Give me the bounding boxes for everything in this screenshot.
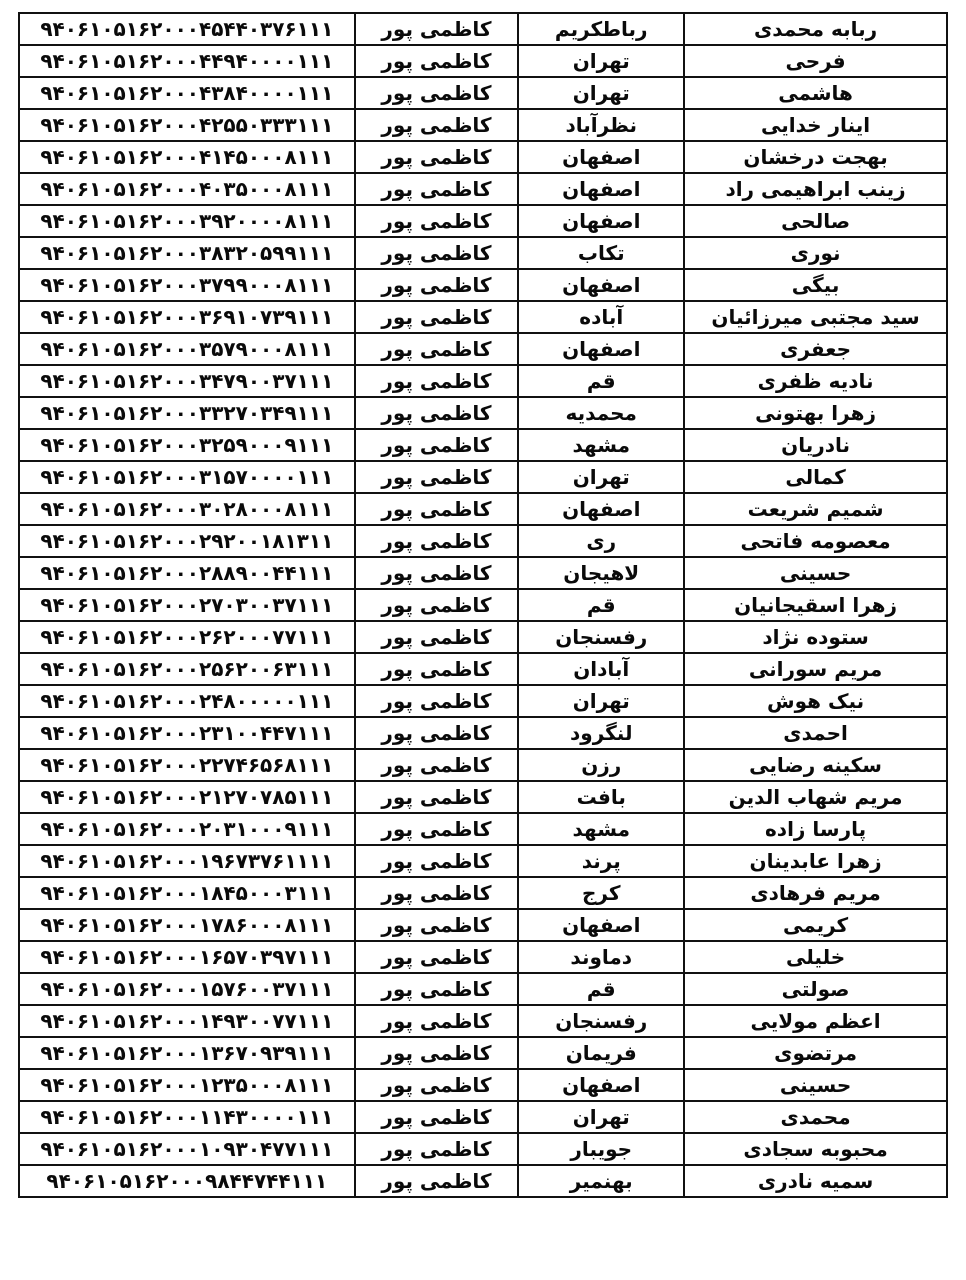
- city-cell: اصفهان: [518, 141, 684, 173]
- table-row: [19, 621, 947, 653]
- table-row: [19, 365, 947, 397]
- tracking-code-cell: ۹۴۰۶۱۰۵۱۶۲۰۰۰۳۵۷۹۰۰۰۸۱۱۱: [19, 333, 355, 365]
- person-name-cell: هاشمی: [684, 77, 947, 109]
- city-cell: اصفهان: [518, 1069, 684, 1101]
- table-row: [19, 493, 947, 525]
- person-name-cell: حسینی: [684, 557, 947, 589]
- table-row: [19, 781, 947, 813]
- city-cell: رباطکریم: [518, 13, 684, 45]
- tracking-code-cell: ۹۴۰۶۱۰۵۱۶۲۰۰۰۱۴۹۳۰۰۷۷۱۱۱: [19, 1005, 355, 1037]
- city-cell: بهنمیر: [518, 1165, 684, 1197]
- tracking-code-cell: ۹۴۰۶۱۰۵۱۶۲۰۰۰۲۹۲۰۰۱۸۱۳۱۱: [19, 525, 355, 557]
- city-cell: اصفهان: [518, 269, 684, 301]
- family-name-cell: کاظمی پور: [355, 1165, 519, 1197]
- family-name-cell: کاظمی پور: [355, 269, 519, 301]
- tracking-code-cell: ۹۴۰۶۱۰۵۱۶۲۰۰۰۳۳۲۷۰۳۴۹۱۱۱: [19, 397, 355, 429]
- city-cell: اصفهان: [518, 205, 684, 237]
- table-row: [19, 1069, 947, 1101]
- tracking-code-cell: ۹۴۰۶۱۰۵۱۶۲۰۰۰۲۵۶۲۰۰۶۳۱۱۱: [19, 653, 355, 685]
- tracking-code-cell: ۹۴۰۶۱۰۵۱۶۲۰۰۰۳۲۵۹۰۰۰۹۱۱۱: [19, 429, 355, 461]
- table-row: [19, 717, 947, 749]
- person-name-cell: شمیم شریعت: [684, 493, 947, 525]
- table-row: [19, 237, 947, 269]
- family-name-cell: کاظمی پور: [355, 365, 519, 397]
- family-name-cell: کاظمی پور: [355, 397, 519, 429]
- family-name-cell: کاظمی پور: [355, 1101, 519, 1133]
- tracking-code-cell: ۹۴۰۶۱۰۵۱۶۲۰۰۰۱۸۴۵۰۰۰۳۱۱۱: [19, 877, 355, 909]
- person-name-cell: پارسا زاده: [684, 813, 947, 845]
- tracking-code-cell: ۹۴۰۶۱۰۵۱۶۲۰۰۰۳۹۲۰۰۰۰۸۱۱۱: [19, 205, 355, 237]
- person-name-cell: سمیه نادری: [684, 1165, 947, 1197]
- family-name-cell: کاظمی پور: [355, 429, 519, 461]
- tracking-code-cell: ۹۴۰۶۱۰۵۱۶۲۰۰۰۴۵۴۴۰۳۷۶۱۱۱: [19, 13, 355, 45]
- table-row: [19, 813, 947, 845]
- family-name-cell: کاظمی پور: [355, 109, 519, 141]
- table-row: [19, 333, 947, 365]
- tracking-code-cell: ۹۴۰۶۱۰۵۱۶۲۰۰۰۱۷۸۶۰۰۰۸۱۱۱: [19, 909, 355, 941]
- tracking-code-cell: ۹۴۰۶۱۰۵۱۶۲۰۰۰۲۷۰۳۰۰۳۷۱۱۱: [19, 589, 355, 621]
- family-name-cell: کاظمی پور: [355, 333, 519, 365]
- tracking-code-cell: ۹۴۰۶۱۰۵۱۶۲۰۰۰۴۴۹۴۰۰۰۰۱۱۱: [19, 45, 355, 77]
- family-name-cell: کاظمی پور: [355, 717, 519, 749]
- person-name-cell: بیگی: [684, 269, 947, 301]
- person-name-cell: معصومه فاتحی: [684, 525, 947, 557]
- table-row: [19, 461, 947, 493]
- table-row: [19, 269, 947, 301]
- city-cell: قم: [518, 589, 684, 621]
- family-name-cell: کاظمی پور: [355, 653, 519, 685]
- city-cell: رزن: [518, 749, 684, 781]
- table-row: [19, 557, 947, 589]
- person-name-cell: زهرا عابدینان: [684, 845, 947, 877]
- person-name-cell: سید مجتبی میرزائیان: [684, 301, 947, 333]
- city-cell: جویبار: [518, 1133, 684, 1165]
- tracking-code-cell: ۹۴۰۶۱۰۵۱۶۲۰۰۰۱۶۵۷۰۳۹۷۱۱۱: [19, 941, 355, 973]
- records-table-body: [19, 13, 947, 1197]
- family-name-cell: کاظمی پور: [355, 749, 519, 781]
- tracking-code-cell: ۹۴۰۶۱۰۵۱۶۲۰۰۰۳۷۹۹۰۰۰۸۱۱۱: [19, 269, 355, 301]
- tracking-code-cell: ۹۴۰۶۱۰۵۱۶۲۰۰۰۱۱۴۳۰۰۰۰۱۱۱: [19, 1101, 355, 1133]
- person-name-cell: خلیلی: [684, 941, 947, 973]
- city-cell: اصفهان: [518, 173, 684, 205]
- city-cell: تهران: [518, 45, 684, 77]
- table-row: [19, 13, 947, 45]
- city-cell: پرند: [518, 845, 684, 877]
- city-cell: محمدیه: [518, 397, 684, 429]
- tracking-code-cell: ۹۴۰۶۱۰۵۱۶۲۰۰۰۴۳۸۴۰۰۰۰۱۱۱: [19, 77, 355, 109]
- family-name-cell: کاظمی پور: [355, 813, 519, 845]
- family-name-cell: کاظمی پور: [355, 77, 519, 109]
- family-name-cell: کاظمی پور: [355, 301, 519, 333]
- city-cell: نظرآباد: [518, 109, 684, 141]
- city-cell: تهران: [518, 1101, 684, 1133]
- table-row: [19, 301, 947, 333]
- family-name-cell: کاظمی پور: [355, 1133, 519, 1165]
- city-cell: لنگرود: [518, 717, 684, 749]
- table-row: [19, 397, 947, 429]
- table-row: [19, 749, 947, 781]
- table-row: [19, 205, 947, 237]
- table-row: [19, 77, 947, 109]
- person-name-cell: فرحی: [684, 45, 947, 77]
- person-name-cell: زهرا اسقیجانیان: [684, 589, 947, 621]
- tracking-code-cell: ۹۴۰۶۱۰۵۱۶۲۰۰۰۲۰۳۱۰۰۰۹۱۱۱: [19, 813, 355, 845]
- family-name-cell: کاظمی پور: [355, 1005, 519, 1037]
- table-row: [19, 525, 947, 557]
- city-cell: قم: [518, 365, 684, 397]
- tracking-code-cell: ۹۴۰۶۱۰۵۱۶۲۰۰۰۲۲۷۴۶۵۶۸۱۱۱: [19, 749, 355, 781]
- person-name-cell: کمالی: [684, 461, 947, 493]
- family-name-cell: کاظمی پور: [355, 941, 519, 973]
- city-cell: ری: [518, 525, 684, 557]
- city-cell: رفسنجان: [518, 1005, 684, 1037]
- tracking-code-cell: ۹۴۰۶۱۰۵۱۶۲۰۰۰۳۱۵۷۰۰۰۰۱۱۱: [19, 461, 355, 493]
- person-name-cell: کریمی: [684, 909, 947, 941]
- family-name-cell: کاظمی پور: [355, 237, 519, 269]
- table-row: [19, 877, 947, 909]
- family-name-cell: کاظمی پور: [355, 205, 519, 237]
- person-name-cell: زینب ابراهیمی راد: [684, 173, 947, 205]
- records-table: [18, 12, 948, 1198]
- family-name-cell: کاظمی پور: [355, 141, 519, 173]
- city-cell: اصفهان: [518, 333, 684, 365]
- person-name-cell: اینار خدایی: [684, 109, 947, 141]
- family-name-cell: کاظمی پور: [355, 781, 519, 813]
- city-cell: آبادان: [518, 653, 684, 685]
- person-name-cell: ستوده نژاد: [684, 621, 947, 653]
- tracking-code-cell: ۹۴۰۶۱۰۵۱۶۲۰۰۰۲۸۸۹۰۰۴۴۱۱۱: [19, 557, 355, 589]
- person-name-cell: مرتضوی: [684, 1037, 947, 1069]
- city-cell: بافت: [518, 781, 684, 813]
- person-name-cell: نادریان: [684, 429, 947, 461]
- family-name-cell: کاظمی پور: [355, 1069, 519, 1101]
- family-name-cell: کاظمی پور: [355, 877, 519, 909]
- table-row: [19, 45, 947, 77]
- document-sheet: [18, 12, 948, 1198]
- person-name-cell: صالحی: [684, 205, 947, 237]
- tracking-code-cell: ۹۴۰۶۱۰۵۱۶۲۰۰۰۳۴۷۹۰۰۳۷۱۱۱: [19, 365, 355, 397]
- family-name-cell: کاظمی پور: [355, 45, 519, 77]
- table-row: [19, 1165, 947, 1197]
- person-name-cell: نیک هوش: [684, 685, 947, 717]
- city-cell: آباده: [518, 301, 684, 333]
- family-name-cell: کاظمی پور: [355, 589, 519, 621]
- tracking-code-cell: ۹۴۰۶۱۰۵۱۶۲۰۰۰۳۸۳۲۰۵۹۹۱۱۱: [19, 237, 355, 269]
- table-row: [19, 909, 947, 941]
- city-cell: لاهیجان: [518, 557, 684, 589]
- table-row: [19, 173, 947, 205]
- person-name-cell: نادیه ظفری: [684, 365, 947, 397]
- city-cell: دماوند: [518, 941, 684, 973]
- family-name-cell: کاظمی پور: [355, 461, 519, 493]
- city-cell: رفسنجان: [518, 621, 684, 653]
- person-name-cell: احمدی: [684, 717, 947, 749]
- city-cell: مشهد: [518, 429, 684, 461]
- tracking-code-cell: ۹۴۰۶۱۰۵۱۶۲۰۰۰۴۲۵۵۰۳۳۳۱۱۱: [19, 109, 355, 141]
- person-name-cell: محبوبه سجادی: [684, 1133, 947, 1165]
- person-name-cell: صولتی: [684, 973, 947, 1005]
- city-cell: تهران: [518, 461, 684, 493]
- person-name-cell: جعفری: [684, 333, 947, 365]
- person-name-cell: حسینی: [684, 1069, 947, 1101]
- person-name-cell: مریم فرهادی: [684, 877, 947, 909]
- city-cell: مشهد: [518, 813, 684, 845]
- family-name-cell: کاظمی پور: [355, 909, 519, 941]
- tracking-code-cell: ۹۴۰۶۱۰۵۱۶۲۰۰۰۴۰۳۵۰۰۰۸۱۱۱: [19, 173, 355, 205]
- family-name-cell: کاظمی پور: [355, 621, 519, 653]
- tracking-code-cell: ۹۴۰۶۱۰۵۱۶۲۰۰۰۳۰۲۸۰۰۰۸۱۱۱: [19, 493, 355, 525]
- city-cell: تهران: [518, 77, 684, 109]
- city-cell: تهران: [518, 685, 684, 717]
- family-name-cell: کاظمی پور: [355, 13, 519, 45]
- table-row: [19, 685, 947, 717]
- person-name-cell: مریم شهاب الدین: [684, 781, 947, 813]
- table-row: [19, 1005, 947, 1037]
- table-row: [19, 845, 947, 877]
- city-cell: فریمان: [518, 1037, 684, 1069]
- table-row: [19, 1101, 947, 1133]
- table-row: [19, 973, 947, 1005]
- table-row: [19, 109, 947, 141]
- tracking-code-cell: ۹۴۰۶۱۰۵۱۶۲۰۰۰۱۳۶۷۰۹۳۹۱۱۱: [19, 1037, 355, 1069]
- person-name-cell: زهرا بهتونی: [684, 397, 947, 429]
- person-name-cell: محمدی: [684, 1101, 947, 1133]
- family-name-cell: کاظمی پور: [355, 525, 519, 557]
- family-name-cell: کاظمی پور: [355, 1037, 519, 1069]
- table-row: [19, 141, 947, 173]
- tracking-code-cell: ۹۴۰۶۱۰۵۱۶۲۰۰۰۱۰۹۳۰۴۷۷۱۱۱: [19, 1133, 355, 1165]
- person-name-cell: سکینه رضایی: [684, 749, 947, 781]
- family-name-cell: کاظمی پور: [355, 685, 519, 717]
- person-name-cell: نوری: [684, 237, 947, 269]
- tracking-code-cell: ۹۴۰۶۱۰۵۱۶۲۰۰۰۴۱۴۵۰۰۰۸۱۱۱: [19, 141, 355, 173]
- family-name-cell: کاظمی پور: [355, 845, 519, 877]
- table-row: [19, 429, 947, 461]
- person-name-cell: اعظم مولایی: [684, 1005, 947, 1037]
- family-name-cell: کاظمی پور: [355, 493, 519, 525]
- table-row: [19, 941, 947, 973]
- tracking-code-cell: ۹۴۰۶۱۰۵۱۶۲۰۰۰۳۶۹۱۰۷۳۹۱۱۱: [19, 301, 355, 333]
- tracking-code-cell: ۹۴۰۶۱۰۵۱۶۲۰۰۰۱۲۳۵۰۰۰۸۱۱۱: [19, 1069, 355, 1101]
- person-name-cell: ربابه محمدی: [684, 13, 947, 45]
- family-name-cell: کاظمی پور: [355, 557, 519, 589]
- city-cell: اصفهان: [518, 493, 684, 525]
- tracking-code-cell: ۹۴۰۶۱۰۵۱۶۲۰۰۰۲۳۱۰۰۴۴۷۱۱۱: [19, 717, 355, 749]
- city-cell: قم: [518, 973, 684, 1005]
- tracking-code-cell: ۹۴۰۶۱۰۵۱۶۲۰۰۰۹۸۴۴۷۴۴۱۱۱: [19, 1165, 355, 1197]
- person-name-cell: بهجت درخشان: [684, 141, 947, 173]
- tracking-code-cell: ۹۴۰۶۱۰۵۱۶۲۰۰۰۲۱۲۷۰۷۸۵۱۱۱: [19, 781, 355, 813]
- tracking-code-cell: ۹۴۰۶۱۰۵۱۶۲۰۰۰۱۵۷۶۰۰۳۷۱۱۱: [19, 973, 355, 1005]
- city-cell: اصفهان: [518, 909, 684, 941]
- table-row: [19, 589, 947, 621]
- tracking-code-cell: ۹۴۰۶۱۰۵۱۶۲۰۰۰۲۴۸۰۰۰۰۰۱۱۱: [19, 685, 355, 717]
- family-name-cell: کاظمی پور: [355, 173, 519, 205]
- table-row: [19, 1037, 947, 1069]
- city-cell: تکاب: [518, 237, 684, 269]
- table-row: [19, 1133, 947, 1165]
- city-cell: کرج: [518, 877, 684, 909]
- family-name-cell: کاظمی پور: [355, 973, 519, 1005]
- person-name-cell: مریم سورانی: [684, 653, 947, 685]
- tracking-code-cell: ۹۴۰۶۱۰۵۱۶۲۰۰۰۱۹۶۷۳۷۶۱۱۱۱: [19, 845, 355, 877]
- table-row: [19, 653, 947, 685]
- tracking-code-cell: ۹۴۰۶۱۰۵۱۶۲۰۰۰۲۶۲۰۰۰۷۷۱۱۱: [19, 621, 355, 653]
